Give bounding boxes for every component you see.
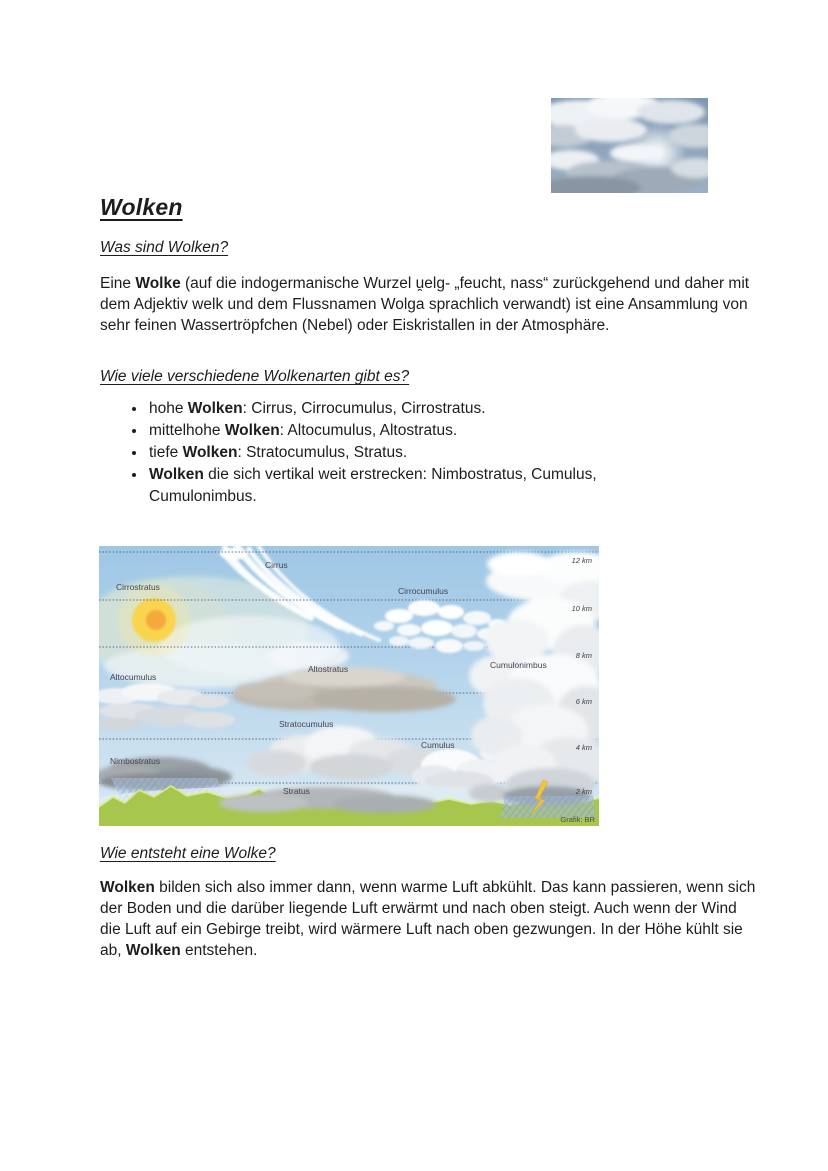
cloud-altitude-diagram: [99, 546, 599, 826]
text-segment: mittelhohe: [149, 422, 225, 439]
text-segment: : Cirrus, Cirrocumulus, Cirrostratus.: [242, 400, 486, 417]
cloud-altitude-diagram-image: [99, 546, 599, 826]
sun-graphic: [118, 584, 190, 656]
text-segment-bold: Wolken: [100, 879, 155, 896]
page-title: Wolken: [100, 194, 183, 220]
list-item-hohe-wolken: [147, 398, 692, 420]
cloud-sky-photo-image: [551, 98, 708, 193]
text-segment: : Altocumulus, Altostratus.: [279, 422, 458, 439]
altitude-label-6km: 6 km: [575, 697, 592, 706]
paragraph-formation: [100, 877, 756, 961]
text-segment-bold: Wolke: [135, 275, 181, 292]
altitude-label-2km: 2 km: [575, 787, 592, 796]
label-cumulonimbus: Cumulonimbus: [490, 660, 547, 670]
label-altostratus: Altostratus: [308, 664, 349, 674]
list-item-vertikale-wolken: [147, 464, 692, 508]
label-cirrocumulus: Cirrocumulus: [398, 586, 449, 596]
label-cirrostratus: Cirrostratus: [116, 582, 160, 592]
text-segment: die sich vertikal weit erstrecken: Nimbostratus, Cumulus, Cumulonimbus.: [149, 466, 597, 505]
list-item-mittelhohe-wolken: [147, 420, 692, 442]
altitude-label-4km: 4 km: [575, 743, 592, 752]
text-segment-bold: Wolken: [149, 466, 204, 483]
text-segment: bilden sich also immer dann, wenn warme Luft abkühlt. Das kann passieren, wenn sich der Boden und die darüber liegende Luft erwärmt und nach oben steigt. Auch wenn der Wind die Luft auf ein Gebirge treibt, wird wärmere Luft nach oben gezwungen. In der Höhe kühlt sie ab,: [100, 879, 756, 959]
text-segment: : Stratocumulus, Stratus.: [237, 444, 408, 461]
label-cumulus: Cumulus: [421, 740, 455, 750]
label-altocumulus: Altocumulus: [110, 672, 157, 682]
paragraph-definition: [100, 273, 756, 336]
cloud-sky-photo: [551, 98, 708, 193]
text-segment: hohe: [149, 400, 188, 417]
altitude-label-12km: 12 km: [571, 556, 592, 565]
cloud-types-list: [100, 398, 692, 508]
list-item-tiefe-wolken: [147, 442, 692, 464]
text-segment-bold: Wolken: [125, 942, 181, 959]
text-segment: tiefe: [149, 444, 183, 461]
heading-was-sind-wolken: Was sind Wolken?: [100, 239, 229, 256]
photo-clouds: [551, 98, 708, 193]
text-segment-bold: Wolken: [182, 444, 238, 461]
text-segment: Eine: [100, 275, 136, 292]
heading-wolkenarten: Wie viele verschiedene Wolkenarten gibt es?: [100, 368, 410, 385]
label-cirrus: Cirrus: [265, 560, 288, 570]
heading-wie-entsteht: Wie entsteht eine Wolke?: [100, 845, 276, 862]
text-segment-bold: Wolken: [187, 400, 243, 417]
altitude-label-10km: 10 km: [571, 604, 592, 613]
label-stratocumulus: Stratocumulus: [279, 719, 334, 729]
altitude-label-8km: 8 km: [575, 651, 592, 660]
label-nimbostratus: Nimbostratus: [110, 756, 161, 766]
diagram-credit: Grafik: BR: [560, 815, 595, 824]
label-stratus: Stratus: [283, 786, 310, 796]
text-segment: (auf die indogermanische Wurzel u̯elg- „feucht, nass“ zurückgehend und daher mit dem Adjektiv welk und dem Flussnamen Wolga sprachlich verwandt) ist eine Ansammlung von sehr feinen Wassertröpfchen (Nebel) oder Eiskristallen in der Atmosphäre.: [100, 275, 750, 334]
text-segment: entstehen.: [180, 942, 258, 959]
text-segment-bold: Wolken: [224, 422, 280, 439]
